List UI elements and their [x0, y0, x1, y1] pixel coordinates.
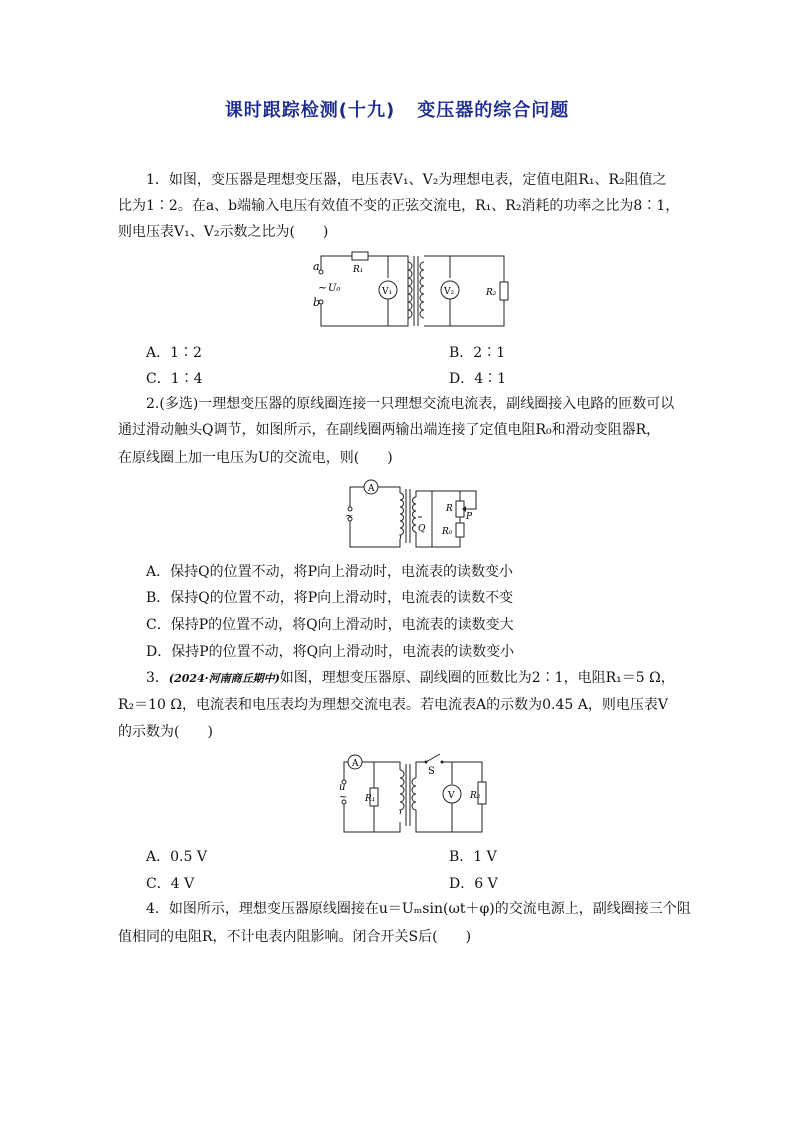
title-topic: 变压器的综合问题 [417, 100, 570, 121]
q3-label-r1: R₁ [365, 794, 376, 804]
q1-choice-b: B．2∶1 [449, 345, 506, 361]
q3-number: 3． [146, 670, 169, 686]
q3-label-r2: R₂ [470, 791, 481, 801]
q2-line-2: 通过滑动触头Q调节，如图所示，在副线圈两输出端连接了定值电阻R₀和滑动变阻器R， [118, 422, 661, 438]
q3-line-1-text: 如图，理想变压器原、副线圈的匝数比为2∶1，电阻R₁＝5 Ω， [279, 670, 675, 686]
q3-line-2: R₂＝10 Ω，电流表和电压表均为理想交流电表。若电流表A的示数为0.45 A，则电压表V [118, 697, 668, 713]
q2-label-r0: R₀ [442, 527, 453, 537]
q2-label-q: Q [418, 524, 426, 534]
q3-choice-b: B．1 V [449, 849, 497, 865]
q4-line-2: 值相同的电阻R，不计电表内阻影响。闭合开关S后( ) [118, 929, 472, 945]
q1-label-u0: U₀ [328, 283, 341, 294]
q1-label-v2: V₂ [444, 287, 455, 297]
q2-choice-d: D．保持P的位置不动，将Q向上滑动时，电流表的读数变小 [146, 644, 515, 660]
q1-ac-symbol: ~ [318, 281, 328, 294]
q1-label-b: b [313, 296, 321, 309]
q3-choice-d: D．6 V [449, 876, 498, 892]
q2-choice-b: B．保持Q的位置不动，将P向上滑动时，电流表的读数不变 [146, 590, 514, 606]
title-main: 课时跟踪检测(十九) [224, 100, 396, 121]
q2-label-ammeter: A [368, 484, 375, 494]
q2-circuit-diagram [340, 477, 490, 549]
q3-line-3: 的示数为( ) [118, 724, 213, 740]
q2-choice-a: A．保持Q的位置不动，将P向上滑动时，电流表的读数变小 [146, 564, 514, 580]
q3-ac-symbol: ~ [339, 792, 348, 803]
q3-label-ammeter: A [352, 759, 359, 769]
q2-line-3: 在原线圈上加一电压为U的交流电，则( ) [118, 450, 393, 466]
q1-line-1: 1．如图，变压器是理想变压器，电压表V₁、V₂为理想电表，定值电阻R₁、R₂阻值之 [146, 172, 667, 188]
q1-choice-c: C．1∶4 [146, 371, 203, 387]
q2-label-p: P [466, 512, 473, 522]
q1-choice-d: D．4∶1 [449, 371, 507, 387]
q1-label-r2: R₂ [486, 288, 497, 298]
q3-label-voltmeter: V [448, 791, 455, 801]
q2-choice-c: C．保持P的位置不动，将Q向上滑动时，电流表的读数变大 [146, 617, 514, 633]
q3-source: (2024·河南商丘期中) [168, 672, 280, 685]
q1-circuit-diagram [308, 248, 514, 330]
q1-choice-a: A．1∶2 [146, 345, 202, 361]
q2-line-1: 2.(多选)一理想变压器的原线圈连接一只理想交流电流表，副线圈接入电路的匝数可以 [146, 396, 675, 412]
q1-label-v1: V₁ [382, 287, 393, 297]
q2-label-r: R [446, 504, 453, 514]
q1-label-r1: R₁ [353, 265, 364, 275]
q3-choice-a: A．0.5 V [146, 849, 207, 865]
q1-line-2: 比为1∶2。在a、b端输入电压有效值不变的正弦交流电，R₁、R₂消耗的功率之比为8∶1， [118, 198, 680, 214]
page-title [0, 96, 794, 122]
q3-circuit-diagram [330, 750, 490, 834]
q1-line-3: 则电压表V₁、V₂示数之比为( ) [118, 224, 329, 240]
q4-line-1: 4．如图所示，理想变压器原线圈接在u＝Uₘsin(ωt＋φ)的交流电源上，副线圈接三个阻 [146, 901, 691, 917]
q3-label-switch: S [428, 766, 435, 777]
q3-choice-c: C．4 V [146, 876, 195, 892]
q3-line-1 [146, 669, 675, 688]
q2-ac-symbol: ~ [345, 511, 354, 522]
q1-label-a: a [313, 260, 320, 273]
q3-label-u: u [339, 782, 346, 793]
